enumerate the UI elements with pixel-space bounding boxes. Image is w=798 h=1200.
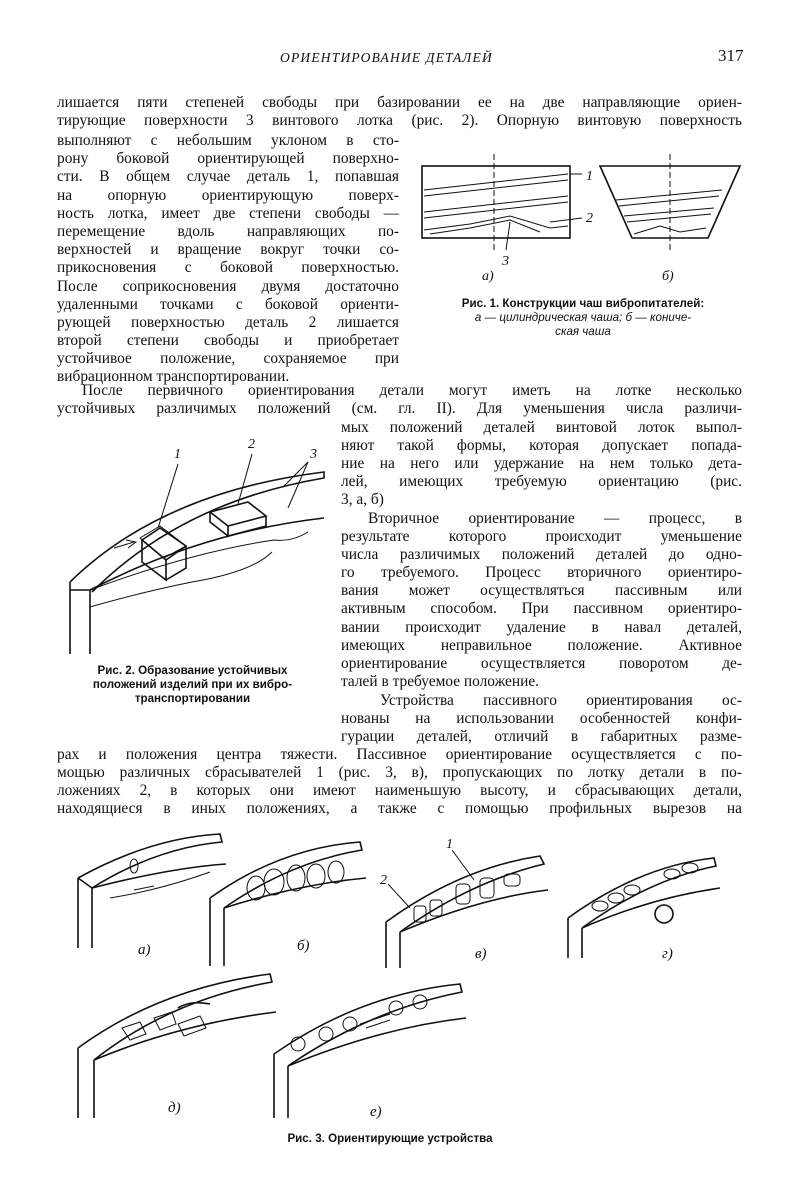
fig1-callout-3: 3 [502, 254, 509, 269]
fig3-label-a: а) [138, 942, 151, 958]
text-line: на опорную ориентирующую поверх- [57, 187, 399, 204]
fig1-label-b: б) [662, 269, 674, 284]
text-line: лишается пяти степеней свободы при базировании ее на две направляющие ориен- [57, 94, 742, 111]
device-a [78, 834, 226, 948]
fig2-callout-1: 1 [174, 447, 181, 462]
figure-2-tray [62, 432, 332, 657]
text-line: рону боковой ориентирующей поверхно- [57, 150, 399, 167]
text-line: вибрационном транспортировании. [57, 368, 290, 385]
figure-1-bowls [410, 150, 750, 295]
text-line: тирующие поверхности 3 винтового лотка (рис. 2). Опорную винтовую поверхность [57, 112, 742, 129]
tray-outer-edge [70, 472, 324, 592]
text-line: ние на него или удержание на нем только дета- [341, 455, 742, 472]
running-header-title: ОРИЕНТИРОВАНИЕ ДЕТАЛЕЙ [280, 50, 493, 65]
figure-1-caption: Рис. 1. Конструкции чаш вибропитателей: а — цилиндрическая чаша; б — кониче- ская чаша [461, 297, 705, 338]
text-line: вании происходит удаление в навал деталей, [341, 619, 742, 636]
text-line: имеющих неправильное положение. Активное [341, 637, 742, 654]
fig2-callout-3: 3 [310, 447, 317, 462]
device-b [210, 842, 366, 966]
device-e [274, 984, 466, 1118]
device-g [568, 858, 720, 958]
fig1-callout-2: 2 [586, 211, 593, 226]
text-line: Устройства пассивного ориентирования ос- [380, 692, 742, 709]
text-line: рующей поверхностью деталь 2 лишается [57, 314, 399, 331]
text-line: мых положений деталей винтовой лоток выпол- [341, 419, 742, 436]
text-line: устойчивых различимых положений (см. гл. II). Для уменьшения числа различи- [57, 400, 742, 417]
device-v [380, 837, 548, 968]
text-line: результате которого происходит уменьшение [341, 528, 742, 545]
figure-3-orienting-devices [60, 828, 740, 1128]
figure-3-caption: Рис. 3. Ориентирующие устройства [287, 1132, 493, 1145]
text-line: выполняют с небольшим уклоном в сто- [57, 132, 399, 149]
device-d [78, 974, 276, 1118]
text-line: талей в требуемое положение. [341, 673, 540, 690]
fig3-label-v: в) [475, 946, 487, 962]
text-line: второй степени свободы и приобретает [57, 332, 399, 349]
text-line: верхностей и вращение вокруг точки со- [57, 241, 399, 258]
fig3-label-d: д) [168, 1100, 181, 1116]
text-line: ориентирование осуществляется поворотом де- [341, 655, 742, 672]
text-line: После соприкосновения двумя достаточно [57, 278, 399, 295]
text-line: После первичного ориентирования детали могут иметь на лотке несколько [82, 382, 742, 399]
fig3-callout-2: 2 [380, 873, 387, 888]
text-line: мощью различных сбрасывателей 1 (рис. 3, в), пропускающих по лотку детали в по- [57, 764, 742, 781]
text-line: нованы на использовании особенностей конфи- [341, 710, 742, 727]
fig3-label-g: г) [662, 946, 673, 962]
fig1-callout-1: 1 [586, 169, 593, 184]
fig1-label-a: а) [482, 269, 494, 284]
text-line: прикосновения с боковой поверхностью. [57, 259, 399, 276]
page-number: 317 [718, 46, 744, 65]
text-line: находящиеся в иных положениях, а также с помощью профильных вырезов на [57, 800, 742, 817]
text-line: сти. В общем случае деталь 1, попавшая [57, 168, 399, 185]
text-line: лей, имеющих требуемую ориентацию (рис. [341, 473, 742, 490]
text-line: гурации деталей, отличий в габаритных разме- [341, 728, 742, 745]
text-line: перемещение вдоль направляющих по- [57, 223, 399, 240]
fig3-callout-1: 1 [446, 837, 453, 852]
text-line: го требуемого. Процесс вторичного ориентиро- [341, 564, 742, 581]
fig3-label-e: е) [370, 1104, 382, 1120]
text-line: активным способом. При пассивном ориентиро- [341, 600, 742, 617]
text-line: рах и положения центра тяжести. Пассивное ориентирование осуществляется с по- [57, 746, 742, 763]
text-line: 3, а, б) [341, 491, 384, 508]
text-line: устойчивое положение, сохраняемое при [57, 350, 399, 367]
figure-2-caption: Рис. 2. Образование устойчивых положений изделий при их вибро- транспортировании [92, 664, 293, 705]
text-line: няют такой формы, которая допускает попада- [341, 437, 742, 454]
text-line: ложениях 2, в которых они имеют наименьшую высоту, и сбрасывающих детали, [57, 782, 742, 799]
part-1-block [140, 526, 186, 580]
text-line: Вторичное ориентирование — процесс, в [368, 510, 742, 527]
text-line: ность лотка, имеет две степени свободы — [57, 205, 399, 222]
fig3-label-b: б) [297, 938, 310, 954]
text-line: числа различимых положений деталей до одно- [341, 546, 742, 563]
text-line: вания может осуществляться пассивным или [341, 582, 742, 599]
text-line: удаленными точками с боковой ориенти- [57, 296, 399, 313]
fig2-callout-2: 2 [248, 437, 255, 452]
